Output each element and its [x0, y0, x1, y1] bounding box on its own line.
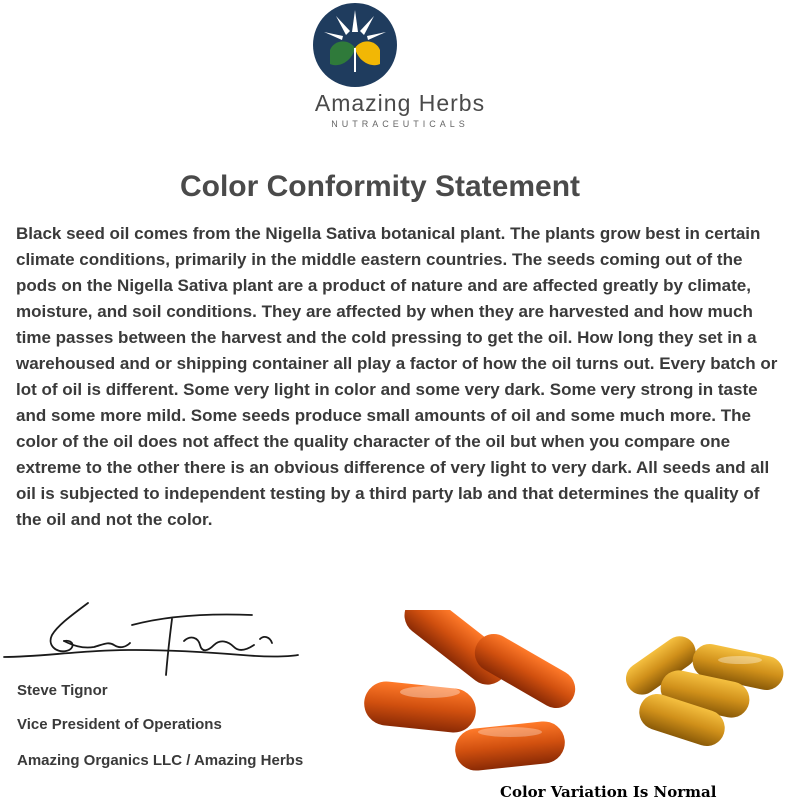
brand-subtitle: NUTRACEUTICALS [331, 119, 469, 129]
dark-capsules [362, 610, 582, 773]
sun-leaf-logo-icon [312, 2, 398, 88]
signatory-company: Amazing Organics LLC / Amazing Herbs [17, 752, 304, 769]
brand-name: Amazing Herbs [314, 90, 486, 116]
signatory-name: Steve Tignor [17, 682, 108, 699]
statement-body: Black seed oil comes from the Nigella Sativa botanical plant. The plants grow best in certain climate conditions, primarily in the middle eastern countries. The seeds coming out of the pods on the Nigella Sativa plant are a product of nature and are affected greatly by climate, moisture, and soil conditions. They are affected by when they are harvested and how much time passes between the harvest and the cold pressing to get the oil. How long they set in a warehoused and or shipping container all play a factor of how the oil turns out. Every batch or lot of oil is different. Some very light in color and some very dark. Some very strong in taste and some more mild. Some seeds produce small amounts of oil and some much more. The color of the oil does not affect the quality character of the oil but when you compare one extreme to the other there is an obvious difference of very light to very dark. All seeds and all oil is subjected to independent testing by a third party lab and that determines the quality of the oil and not the color. [16, 224, 778, 529]
capsules-image [360, 610, 800, 785]
page-title: Color Conformity Statement [179, 170, 581, 203]
capsules-caption: Color Variation Is Normal [500, 783, 717, 801]
handwritten-signature-icon [2, 595, 302, 685]
light-capsules [620, 630, 787, 751]
signatory-title: Vice President of Operations [17, 716, 222, 733]
